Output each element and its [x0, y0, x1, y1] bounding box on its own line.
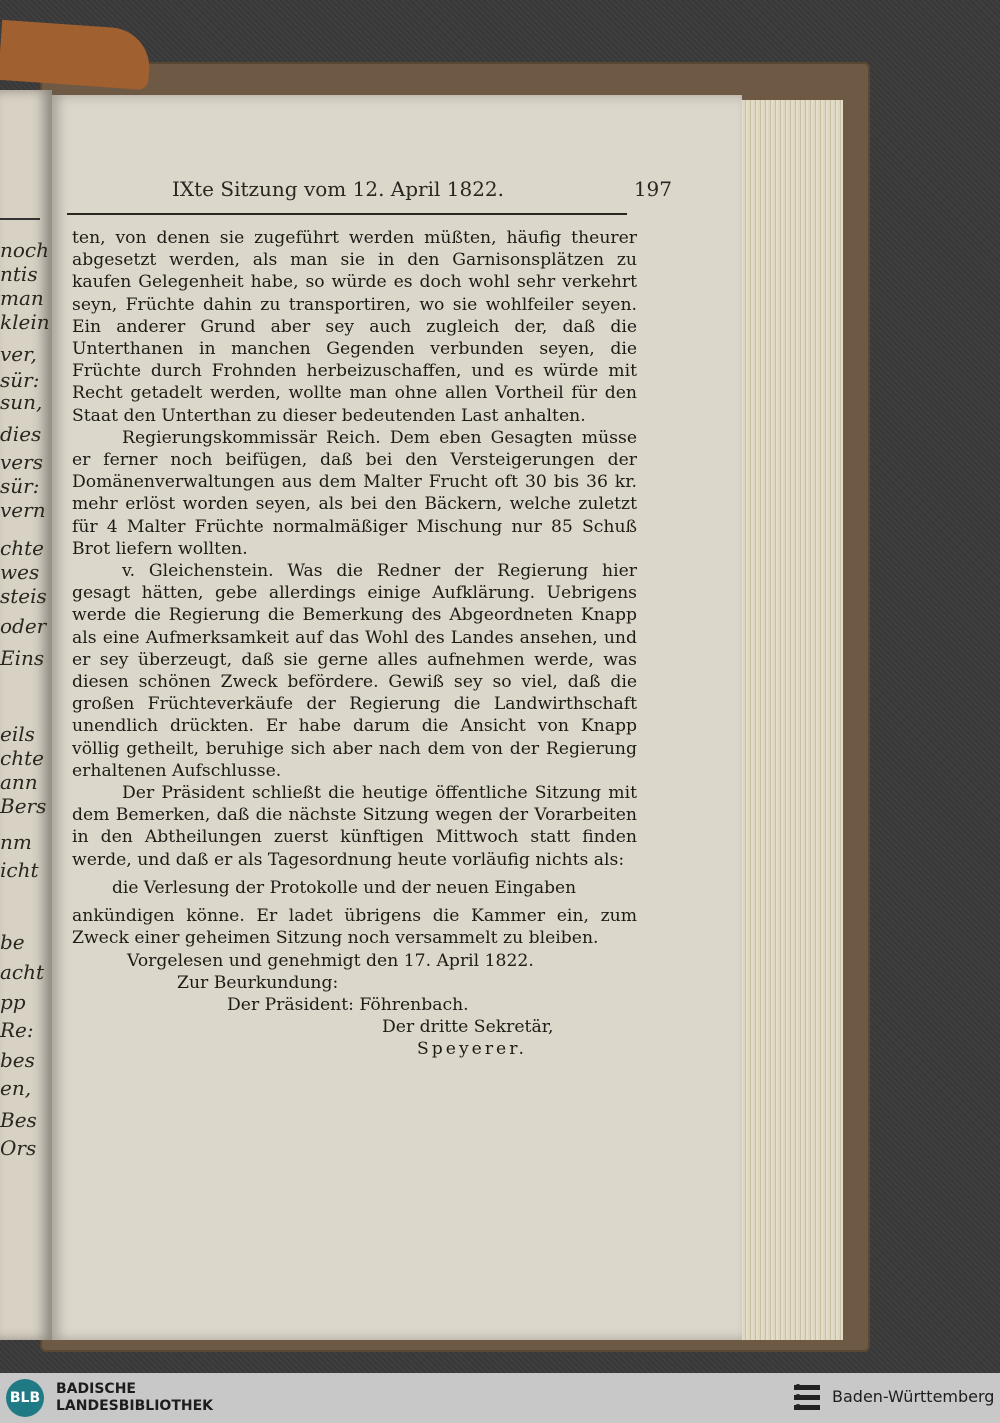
left-page-word: dies — [0, 422, 42, 446]
left-page-word: en, — [0, 1076, 32, 1100]
certification-line: Zur Beurkundung: — [177, 972, 339, 993]
page-header — [172, 177, 672, 207]
bw-lions-icon — [790, 1381, 824, 1415]
read-approved-line: Vorgelesen und genehmigt den 17. April 1822. — [127, 950, 534, 971]
left-page-word: wes — [0, 560, 40, 584]
left-page-word: sür: — [0, 368, 40, 392]
page-body — [72, 227, 637, 1061]
state-name[interactable]: Baden-Württemberg — [832, 1387, 995, 1406]
secretary-name: Speyerer. — [417, 1039, 528, 1060]
left-page-word: bes — [0, 1048, 35, 1072]
left-page-word: chte — [0, 746, 44, 770]
left-page-word: noch — [0, 238, 50, 262]
paragraph: v. Gleichenstein. Was die Redner der Regierung hier gesagt hätten, gebe allerdings einige Aufklärung. Uebrigens werde die Regierung die Bemerkung des Abgeordneten Knapp als eine Aufmerksamkeit auf das Wohl des Landes ansehen, und er sey überzeugt, daß sie gerne alles aufnehmen werde, was diesen schönen Zweck befördere. Gewiß sey so viel, daß die großen Früchteverkäufe der Regierung die Landwirthschaft unendlich drückten. Er habe darum die Ansicht von Knapp völlig getheilt, beruhige sich aber nach dem von der Regierung erhaltenen Aufschlusse. — [72, 561, 637, 781]
secretary-title: Der dritte Sekretär, — [382, 1017, 554, 1038]
left-page-word: nm — [0, 830, 32, 854]
page-edges — [738, 100, 843, 1340]
paragraph: ten, von denen sie zugeführt werden müßten, häufig theurer abgesetzt werden, als man sie in den Garnisonsplätzen zu kaufen Gelegenheit habe, so würde es doch wohl sehr verkehrt seyn, Früchte dahin zu transportiren, wo sie wohlfeiler seyen. Ein anderer Grund aber sey auch zugleich der, daß die Unterthanen in manchen Gegenden verbunden seyen, die Früchte durch Frohnden herbeizuschaffen, und es würde mit Recht getadelt werden, wollte man ohne allen Vortheil für den Staat den Unterthan zu dieser bedeutenden Last anhalten. — [72, 228, 637, 426]
left-page-word: klein — [0, 310, 50, 334]
left-page-word: acht — [0, 960, 45, 984]
page-number: 197 — [633, 177, 672, 201]
left-page-word: Re: — [0, 1018, 34, 1042]
left-page-word: Ors — [0, 1136, 37, 1160]
paragraph: Der Präsident schließt die heutige öffentliche Sitzung mit dem Bemerken, daß die nächste Sitzung wegen der Vorarbeiten in den Abtheilungen zuerst künftigen Mittwoch statt finden werde, und daß er als Tagesordnung heute vorläufig nichts als: — [72, 783, 637, 870]
left-page-word: man — [0, 286, 44, 310]
left-page-word: oder — [0, 614, 47, 638]
library-name-line2: LANDESBIBLIOTHEK — [56, 1398, 214, 1414]
closing-paragraph: ankündigen könne. Er ladet übrigens die Kammer ein, zum Zweck einer geheimen Sitzung noch versammelt zu bleiben. — [72, 906, 637, 949]
left-page-word: ann — [0, 770, 38, 794]
left-page-word: steis — [0, 584, 47, 608]
left-page-word: chte — [0, 536, 44, 560]
left-page-word: Bers — [0, 794, 47, 818]
left-page-fragment — [0, 90, 52, 1340]
left-page-word: Eins — [0, 646, 45, 670]
left-page-word: be — [0, 930, 25, 954]
left-page-rule — [0, 218, 40, 220]
page-title: IXte Sitzung vom 12. April 1822. — [172, 177, 505, 201]
book-spine — [0, 20, 152, 90]
book-page — [52, 95, 742, 1340]
left-page-word: ver, — [0, 342, 37, 366]
footer-bar — [0, 1373, 1000, 1423]
library-name-line1: BADISCHE — [56, 1381, 136, 1397]
left-page-word: eils — [0, 722, 35, 746]
left-page-word: vers — [0, 450, 43, 474]
left-page-word: sun, — [0, 390, 43, 414]
header-rule — [67, 213, 627, 215]
library-name[interactable] — [56, 1381, 213, 1415]
blb-logo-icon[interactable]: BLB — [6, 1379, 44, 1417]
left-page-word: icht — [0, 858, 39, 882]
agenda-line: die Verlesung der Protokolle und der neuen Eingaben — [112, 877, 577, 898]
left-page-word: vern — [0, 498, 46, 522]
paragraph: Regierungskommissär Reich. Dem eben Gesagten müsse er ferner noch beifügen, daß bei den Versteigerungen der Domänenverwaltungen aus dem Malter Frucht oft 30 bis 36 kr. mehr erlöst worden seyen, als bei den Bäckern, welche zuletzt für 4 Malter Früchte normalmäßiger Mischung nur 85 Schuß Brot liefern wollten. — [72, 427, 637, 559]
president-signature: Der Präsident: Föhrenbach. — [227, 994, 469, 1015]
left-page-word: Bes — [0, 1108, 37, 1132]
left-page-word: ntis — [0, 262, 38, 286]
left-page-word: pp — [0, 990, 26, 1014]
left-page-word: sür: — [0, 474, 40, 498]
